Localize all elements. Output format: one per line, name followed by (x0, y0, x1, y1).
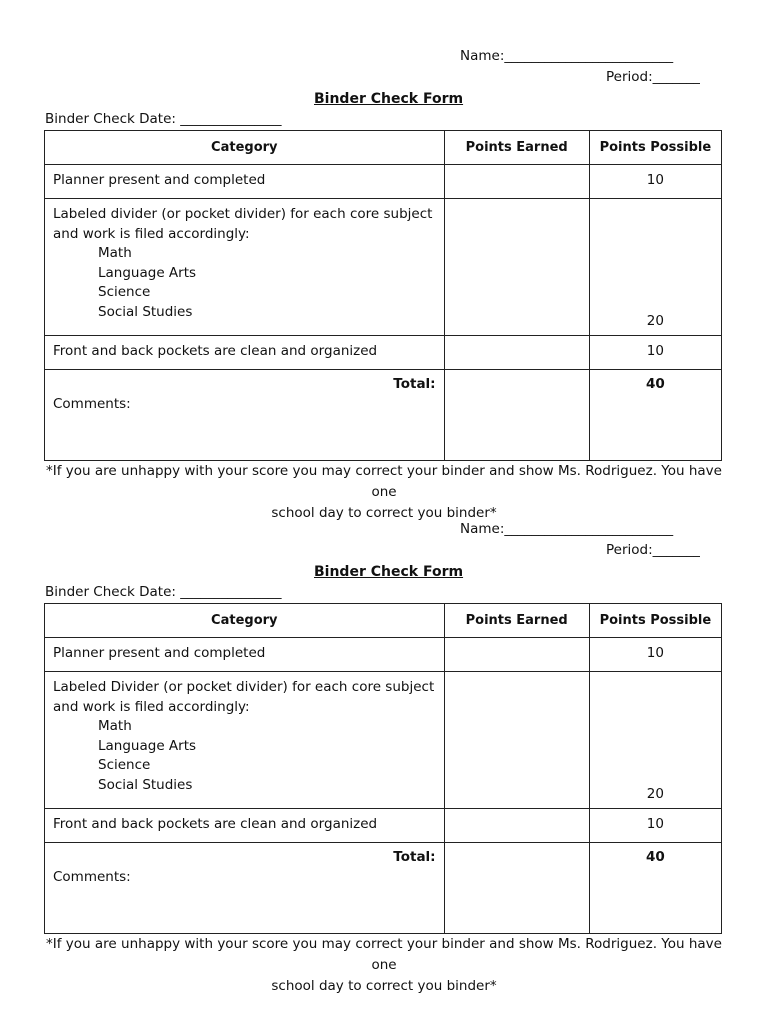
header-points-possible: Points Possible (589, 604, 721, 638)
divider-intro-line1: Labeled divider (or pocket divider) for each core subject (53, 206, 433, 222)
subject-item: Science (98, 284, 151, 300)
table-header-row (45, 604, 722, 638)
table-row-pockets (45, 809, 722, 843)
table-row-total (45, 843, 722, 934)
footnote-line2: school day to correct you binder* (271, 978, 497, 994)
comments-label: Comments: (53, 868, 131, 885)
table-row-total (45, 370, 722, 461)
subject-item: Language Arts (98, 264, 197, 281)
category-pockets: Front and back pockets are clean and organized (53, 816, 378, 832)
category-planner: Planner present and completed (53, 172, 266, 188)
footnote (44, 461, 724, 524)
header-points-earned: Points Earned (444, 131, 589, 165)
subject-item: Social Studies (98, 776, 193, 793)
divider-intro-line2: and work is filed accordingly: (53, 225, 250, 242)
table-header-row (45, 131, 722, 165)
points-earned-pockets[interactable] (444, 336, 589, 370)
points-earned-divider[interactable] (444, 199, 589, 336)
subject-item: Science (98, 757, 151, 773)
footnote-line1: *If you are unhappy with your score you may correct your binder and show Ms. Rodriguez. You have one (46, 936, 722, 973)
name-field[interactable]: Name:_________________________ (460, 48, 674, 64)
points-earned-planner[interactable] (444, 165, 589, 199)
points-earned-total[interactable] (444, 370, 589, 461)
form-title: Binder Check Form (314, 564, 464, 580)
period-field[interactable]: Period:_______ (606, 542, 700, 558)
subject-item: Math (98, 245, 132, 261)
subject-item: Math (98, 718, 132, 734)
points-possible-divider: 20 (646, 312, 664, 329)
points-possible-pockets: 10 (646, 816, 664, 832)
binder-check-date-field[interactable]: Binder Check Date: _______________ (45, 584, 282, 600)
divider-intro-line1: Labeled Divider (or pocket divider) for each core subject (53, 679, 435, 695)
total-label: Total: (393, 376, 436, 392)
category-divider (45, 672, 444, 801)
category-planner: Planner present and completed (53, 645, 266, 661)
header-points-earned: Points Earned (444, 604, 589, 638)
table-row-divider (45, 199, 722, 336)
total-points: 40 (645, 376, 665, 392)
points-earned-total[interactable] (444, 843, 589, 934)
footnote-line2: school day to correct you binder* (271, 505, 497, 521)
form-title: Binder Check Form (314, 91, 464, 107)
binder-check-table (44, 603, 722, 934)
points-earned-divider[interactable] (444, 672, 589, 809)
binder-check-date-field[interactable]: Binder Check Date: _______________ (45, 111, 282, 127)
table-row-pockets (45, 336, 722, 370)
points-possible-divider: 20 (646, 785, 664, 802)
points-possible-planner: 10 (646, 172, 664, 188)
table-row-planner (45, 638, 722, 672)
footnote-line1: *If you are unhappy with your score you may correct your binder and show Ms. Rodriguez. You have one (46, 463, 722, 500)
name-field[interactable]: Name:_________________________ (460, 521, 674, 537)
header-points-possible: Points Possible (589, 131, 721, 165)
category-divider (45, 199, 444, 328)
table-row-planner (45, 165, 722, 199)
divider-intro-line2: and work is filed accordingly: (53, 698, 250, 715)
comments-label: Comments: (53, 395, 131, 412)
table-row-divider (45, 672, 722, 809)
category-pockets: Front and back pockets are clean and organized (53, 343, 378, 359)
header-category: Category (45, 604, 445, 638)
subject-item: Language Arts (98, 737, 197, 754)
points-possible-planner: 10 (646, 645, 664, 661)
points-possible-pockets: 10 (646, 343, 664, 359)
header-category: Category (45, 131, 445, 165)
points-earned-planner[interactable] (444, 638, 589, 672)
period-field[interactable]: Period:_______ (606, 69, 700, 85)
subject-item: Social Studies (98, 303, 193, 320)
footnote (44, 934, 724, 997)
total-points: 40 (645, 849, 665, 865)
binder-check-table (44, 130, 722, 461)
points-earned-pockets[interactable] (444, 809, 589, 843)
total-label: Total: (393, 849, 436, 865)
